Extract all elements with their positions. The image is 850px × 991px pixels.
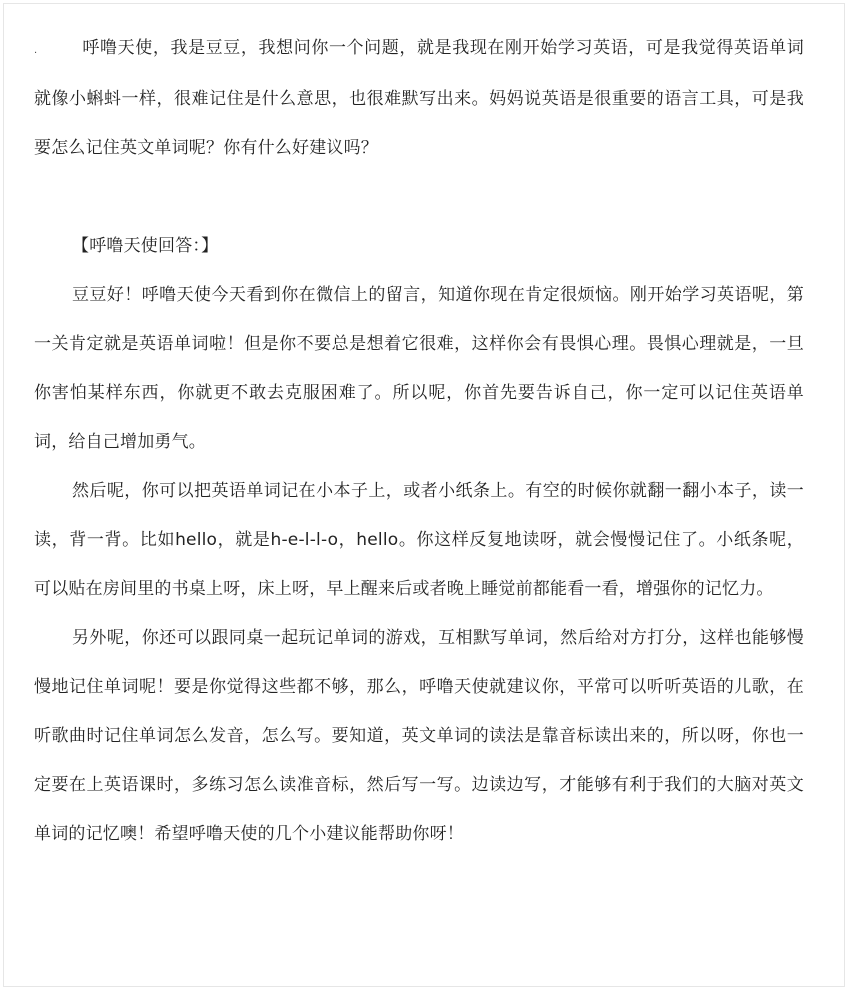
answer-paragraph-1: 豆豆好！呼噜天使今天看到你在微信上的留言，知道你现在肯定很烦恼。刚开始学习英语呢，第一关肯定就是英语单词啦！但是你不要总是想着它很难，这样你会有畏惧心理。畏惧心理就是，一旦你害怕某样东西，你就更不敢去克服困难了。所以呢，你首先要告诉自己，你一定可以记住英语单词，给自己增加勇气。 [34, 285, 804, 452]
answer-paragraph-2: 然后呢，你可以把英语单词记在小本子上，或者小纸条上。有空的时候你就翻一翻小本子，读一读，背一背。比如hello，就是h-e-l-l-o，hello。你这样反复地读呀，就会慢慢记住了。小纸条呢，可以贴在房间里的书桌上呀，床上呀，早上醒来后或者晚上睡觉前都能看一看，增强你的记忆力。 [34, 481, 804, 599]
blank-line [34, 173, 804, 222]
paragraph-marker: . [34, 45, 38, 56]
answer-paragraph-3: 另外呢，你还可以跟同桌一起玩记单词的游戏，互相默写单词，然后给对方打分，这样也能够慢慢地记住单词呢！要是你觉得这些都不够，那么，呼噜天使就建议你，平常可以听听英语的儿歌，在听歌曲时记住单词怎么发音，怎么写。要知道，英文单词的读法是靠音标读出来的，所以呀，你也一定要在上英语课时，多练习怎么读准音标，然后写一写。边读边写，才能够有利于我们的大脑对英文单词的记忆噢！希望呼噜天使的几个小建议能帮助你呀！ [34, 628, 804, 844]
question-paragraph [34, 24, 804, 173]
question-text: 呼噜天使，我是豆豆，我想问你一个问题，就是我现在刚开始学习英语，可是我觉得英语单词就像小蝌蚪一样，很难记住是什么意思，也很难默写出来。妈妈说英语是很重要的语言工具，可是我要怎么记住英文单词呢？你有什么好建议吗？ [34, 38, 804, 158]
document-page [3, 3, 845, 987]
answer-heading: 【呼噜天使回答：】 [72, 236, 219, 256]
article-body [34, 24, 804, 859]
